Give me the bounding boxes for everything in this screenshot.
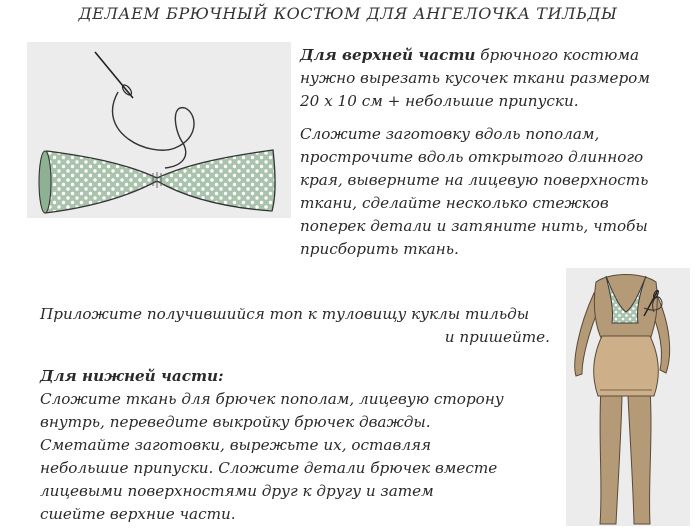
attach-top-paragraph [40, 303, 550, 349]
fold-line-6: присборить ткань. [300, 240, 459, 258]
attach-line-1: Приложите получившийся топ к туловищу куклы тильды [40, 305, 530, 323]
fold-line-1: Сложите заготовку вдоль пополам, [300, 125, 600, 143]
lower-line-2: внутрь, переведите выкройку брючек дважды. [40, 413, 431, 431]
lower-line-1: Сложите ткань для брючек пополам, лицевую сторону [40, 390, 504, 408]
fold-instructions-paragraph [300, 123, 648, 261]
doll-skirt [594, 336, 659, 396]
fabric-tube-opening [39, 151, 51, 213]
doll-torso [594, 275, 657, 341]
lower-line-5: лицевыми поверхностями друг к другу и затем [40, 482, 434, 500]
upper-part-lead: Для верхней части [300, 46, 476, 64]
fold-line-3: края, выверните на лицевую поверхность [300, 171, 649, 189]
attach-line-2: и пришейте. [444, 328, 550, 346]
tilda-doll-illustration [558, 268, 692, 526]
upper-line-3: 20 х 10 см + небольшие припуски. [300, 92, 579, 110]
lower-part-paragraph [40, 365, 504, 526]
fold-line-4: ткани, сделайте несколько стежков [300, 194, 609, 212]
page-title: ДЕЛАЕМ БРЮЧНЫЙ КОСТЮМ ДЛЯ АНГЕЛОЧКА ТИЛЬДЫ [78, 4, 618, 23]
upper-part-paragraph [300, 44, 650, 113]
upper-line-1: брючного костюма [475, 46, 640, 64]
lower-line-3: Сметайте заготовки, вырежьте их, оставляя [40, 436, 432, 454]
lower-line-6: сшейте верхние части. [40, 505, 236, 523]
fold-line-2: прострочите вдоль открытого длинного [300, 148, 644, 166]
lower-line-4: небольшие припуски. Сложите детали брючек вместе [40, 459, 498, 477]
lower-part-heading: Для нижней части: [40, 367, 224, 385]
fold-line-5: поперек детали и затяните нить, чтобы [300, 217, 648, 235]
gathered-fabric-illustration [25, 38, 291, 243]
upper-line-2: нужно вырезать кусочек ткани размером [300, 69, 650, 87]
